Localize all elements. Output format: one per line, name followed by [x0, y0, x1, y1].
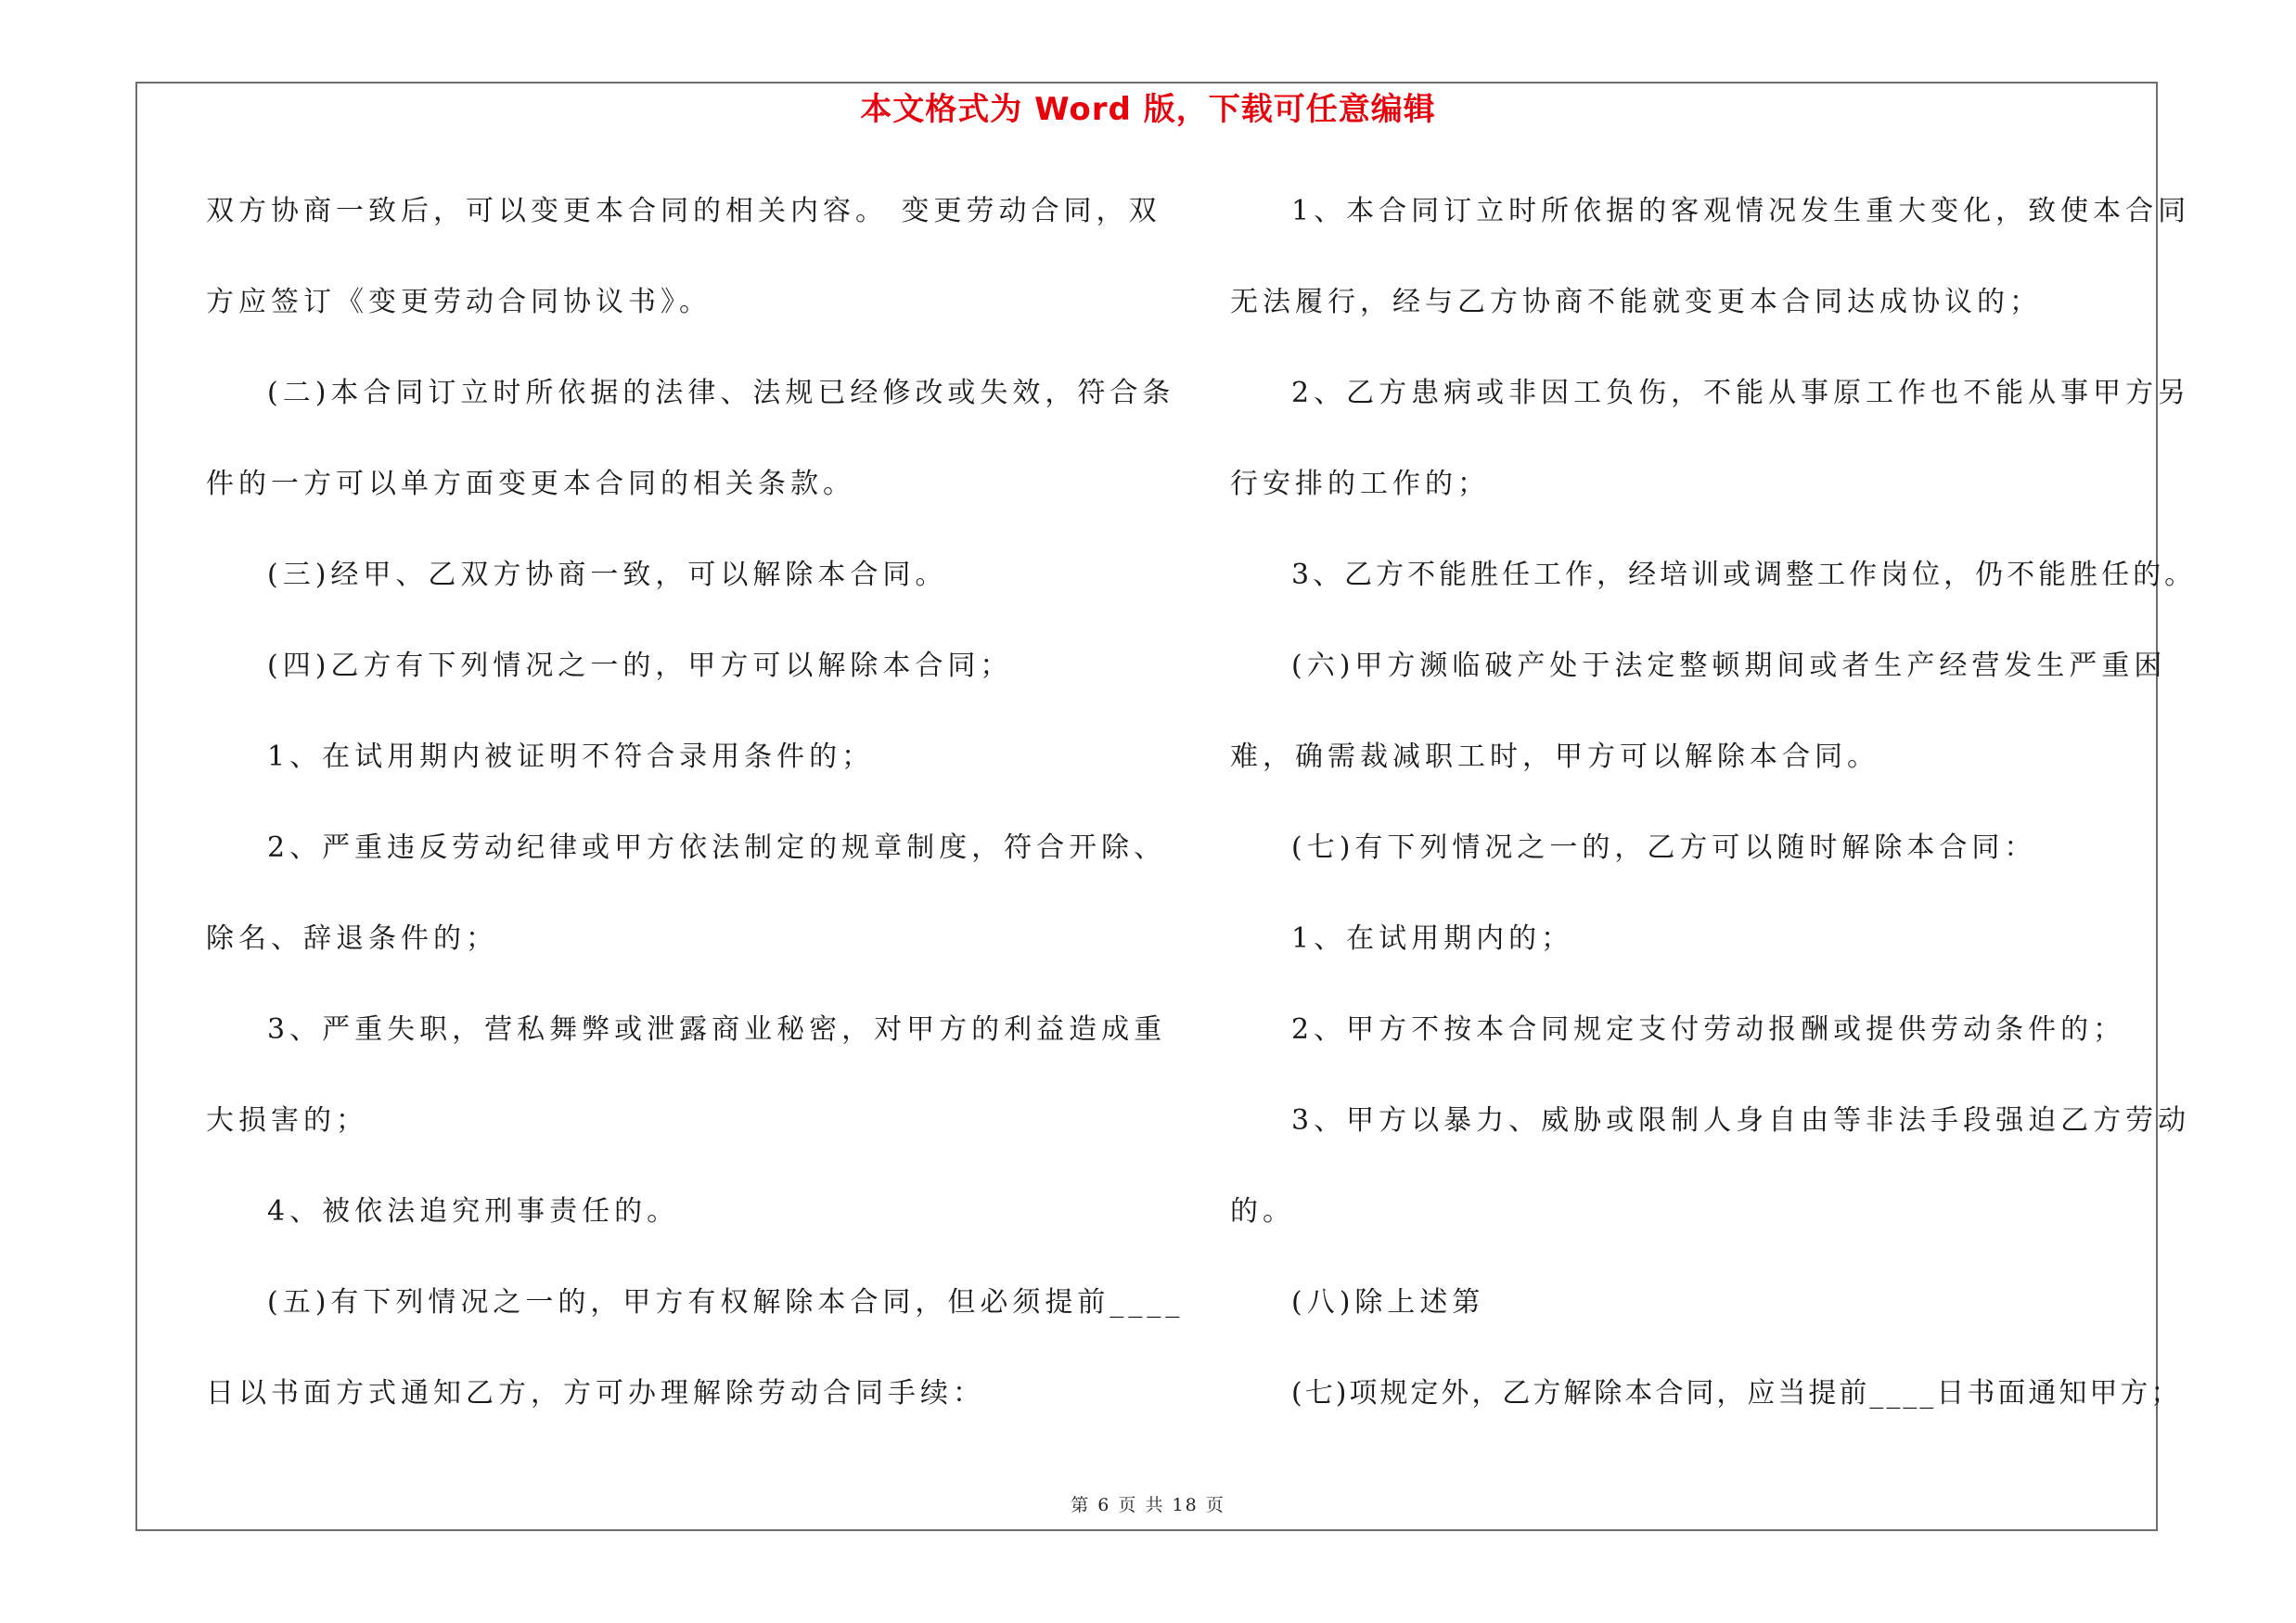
list-item-line: 3、严重失职，营私舞弊或泄露商业秘密，对甲方的利益造成重 [267, 1013, 1167, 1046]
page-number: 第 6 页 共 18 页 [1071, 1495, 1225, 1515]
paragraph-line: 的。 [1230, 1195, 1295, 1228]
list-item-line: 2、严重违反劳动纪律或甲方依法制定的规章制度，符合开除、 [267, 831, 1167, 864]
clause-7-continued-line: (七)项规定外，乙方解除本合同，应当提前____日书面通知甲方； [1291, 1377, 2182, 1410]
clause-5-line: (五)有下列情况之一的，甲方有权解除本合同，但必须提前____ [267, 1286, 1185, 1319]
clause-8-line: (八)除上述第 [1291, 1286, 1485, 1319]
clause-3-line: (三)经甲、乙双方协商一致，可以解除本合同。 [267, 559, 948, 591]
list-item-line: 2、乙方患病或非因工负伤，不能从事原工作也不能从事甲方另 [1291, 377, 2191, 409]
paragraph-line: 双方协商一致后，可以变更本合同的相关内容。 变更劳动合同，双 [206, 195, 1161, 227]
paragraph-line: 方应签订《变更劳动合同协议书》。 [206, 286, 712, 318]
paragraph-line: 无法履行，经与乙方协商不能就变更本合同达成协议的； [1230, 286, 2042, 318]
word-format-banner: 本文格式为 Word 版，下载可任意编辑 [860, 91, 1436, 128]
list-item-line: 1、在试用期内被证明不符合录用条件的； [267, 741, 875, 773]
clause-7-line: (七)有下列情况之一的，乙方可以随时解除本合同： [1291, 831, 2037, 864]
paragraph-line: 除名、辞退条件的； [206, 922, 498, 955]
clause-2-line: (二)本合同订立时所依据的法律、法规已经修改或失效，符合条 [267, 377, 1175, 409]
paragraph-line: 大损害的； [206, 1104, 368, 1137]
list-item-line: 3、乙方不能胜任工作，经培训或调整工作岗位，仍不能胜任的。 [1291, 559, 2197, 591]
clause-6-line: (六)甲方濒临破产处于法定整顿期间或者生产经营发生严重困 [1291, 650, 2167, 682]
paragraph-line: 难，确需裁减职工时，甲方可以解除本合同。 [1230, 741, 1879, 773]
list-item-line: 3、甲方以暴力、威胁或限制人身自由等非法手段强迫乙方劳动 [1291, 1104, 2191, 1137]
list-item-line: 2、甲方不按本合同规定支付劳动报酬或提供劳动条件的； [1291, 1013, 2126, 1046]
paragraph-line: 件的一方可以单方面变更本合同的相关条款。 [206, 468, 855, 500]
list-item-line: 1、在试用期内的； [1291, 922, 1574, 955]
list-item-line: 4、被依法追究刑事责任的。 [267, 1195, 680, 1228]
paragraph-line: 日以书面方式通知乙方，方可办理解除劳动合同手续： [206, 1377, 985, 1410]
clause-4-line: (四)乙方有下列情况之一的，甲方可以解除本合同； [267, 650, 1013, 682]
paragraph-line: 行安排的工作的； [1230, 468, 1490, 500]
list-item-line: 1、本合同订立时所依据的客观情况发生重大变化，致使本合同 [1291, 195, 2191, 227]
